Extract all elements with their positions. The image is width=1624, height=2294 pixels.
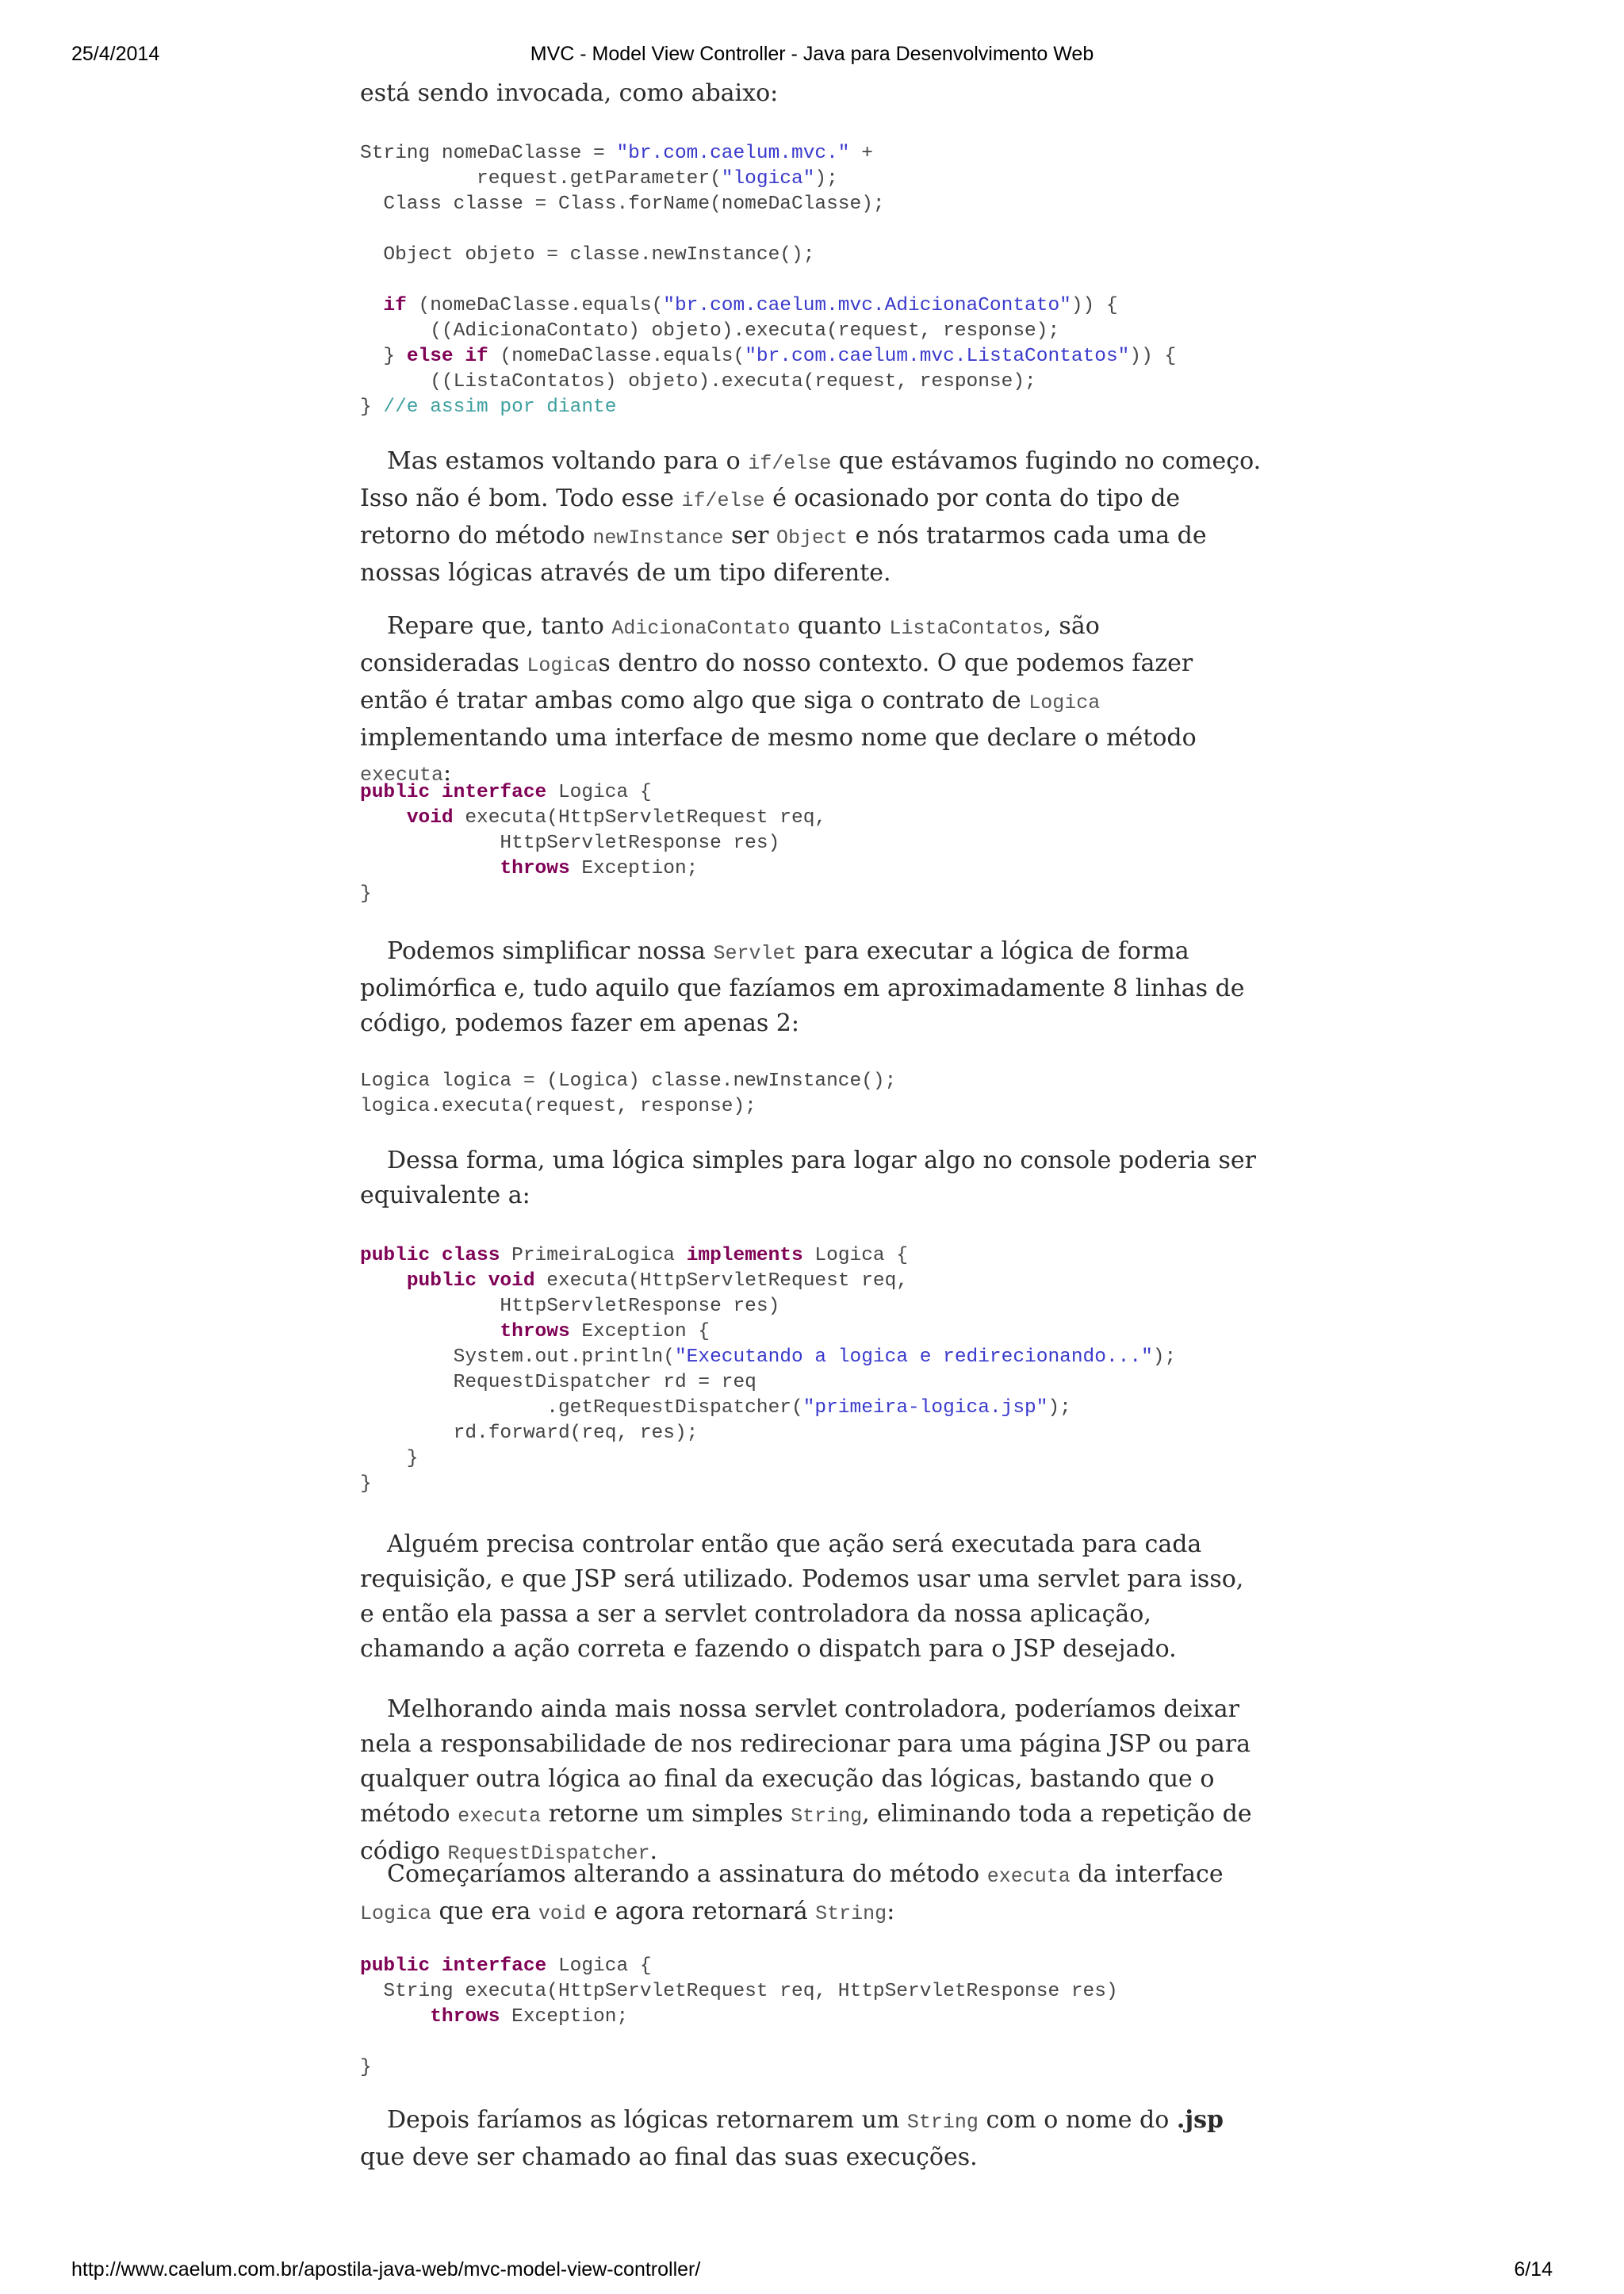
code-keyword: public interface bbox=[360, 1955, 547, 1977]
code-text: )) { bbox=[1071, 295, 1118, 316]
paragraph-controller: Alguém precisa controlar então que ação será executada para cada requisição, e que JSP será utilizado. Podemos usar uma servlet para isso, e então ela passa a ser a servlet controladora da nossa aplicação, chamando a ação correta e fazendo o dispatch para o JSP desejado. bbox=[360, 1530, 1244, 1663]
code-text: System.out.println( bbox=[360, 1346, 675, 1368]
inline-code: Logica bbox=[360, 1902, 432, 1925]
code-text: ((AdicionaContato) objeto).executa(request, response); bbox=[360, 320, 1060, 342]
code-keyword: implements bbox=[686, 1245, 803, 1266]
code-text: Exception; bbox=[569, 858, 699, 879]
code-text bbox=[360, 2006, 430, 2028]
code-keyword: throws bbox=[500, 858, 570, 879]
code-text: String executa(HttpServletRequest req, HttpServletResponse res) bbox=[360, 1981, 1118, 2002]
code-keyword: public void bbox=[406, 1270, 535, 1292]
inline-code: if/else bbox=[681, 489, 765, 512]
intro-line: está sendo invocada, como abaixo: bbox=[360, 79, 779, 107]
code-text: executa(HttpServletRequest req, bbox=[534, 1270, 909, 1292]
code-text: request.getParameter( bbox=[360, 168, 722, 190]
code-block-interface-string bbox=[360, 1954, 1118, 2081]
code-comment: //e assim por diante bbox=[383, 396, 617, 418]
code-text: Logica { bbox=[546, 1955, 652, 1977]
paragraph-redirect: Melhorando ainda mais nossa servlet controladora, poderíamos deixar nela a responsabilidade de nos redirecionar para uma página JSP ou para qualquer outra lógica ao final da execução das lógicas, bastando que o método executa retorne um simples String, eliminando toda a repetição de código RequestDispatcher. bbox=[360, 1695, 1252, 1865]
code-text: ); bbox=[1152, 1346, 1177, 1368]
code-string: "Executando a logica e redirecionando..." bbox=[674, 1346, 1153, 1368]
paragraph-return-jsp: Depois faríamos as lógicas retornarem um String com o nome do .jsp que deve ser chamado ao final das suas execuções. bbox=[360, 2106, 1224, 2171]
inline-code: void bbox=[538, 1902, 586, 1925]
code-keyword: throws bbox=[430, 2006, 500, 2028]
code-text: } bbox=[360, 396, 384, 418]
code-text bbox=[360, 807, 407, 829]
paragraph-polymorphic: Podemos simplificar nossa Servlet para executar a lógica de forma polimórfica e, tudo aquilo que fazíamos em aproximadamente 8 linhas de código, podemos fazer em apenas 2: bbox=[360, 937, 1245, 1037]
code-text: ); bbox=[1048, 1397, 1071, 1419]
code-text: logica.executa(request, response); bbox=[360, 1096, 756, 1117]
paragraph-signature: Começaríamos alterando a assinatura do método executa da interface Logica que era void e agora retornará String: bbox=[360, 1860, 1224, 1925]
code-text: RequestDispatcher rd = req bbox=[360, 1372, 756, 1393]
inline-code: String bbox=[815, 1902, 887, 1925]
code-keyword: public interface bbox=[360, 782, 547, 803]
code-text: (nomeDaClasse.equals( bbox=[488, 346, 745, 367]
code-text: } bbox=[360, 346, 407, 367]
code-text: Class classe = Class.forName(nomeDaClasse); bbox=[360, 193, 885, 215]
code-text: Logica logica = (Logica) classe.newInstance(); bbox=[360, 1070, 897, 1092]
code-text: } bbox=[360, 2057, 372, 2078]
code-block-reflection bbox=[360, 141, 1176, 420]
code-text bbox=[360, 858, 500, 879]
code-string: "br.com.caelum.mvc.ListaContatos" bbox=[745, 346, 1130, 367]
code-text: Object objeto = classe.newInstance(); bbox=[360, 244, 815, 266]
code-text: + bbox=[849, 143, 873, 164]
code-text bbox=[360, 1270, 407, 1292]
code-text: PrimeiraLogica bbox=[500, 1245, 687, 1266]
code-keyword: if bbox=[383, 295, 407, 316]
code-text: } bbox=[360, 883, 372, 905]
inline-code: Logica bbox=[527, 654, 599, 677]
print-date: 25/4/2014 bbox=[71, 43, 160, 65]
jsp-emphasis: .jsp bbox=[1176, 2106, 1224, 2134]
code-text: ); bbox=[814, 168, 838, 190]
code-block-interface bbox=[360, 780, 826, 907]
code-text: Exception; bbox=[500, 2006, 629, 2028]
inline-code: if/else bbox=[748, 452, 832, 475]
inline-code: String bbox=[791, 1805, 863, 1828]
code-keyword: throws bbox=[500, 1321, 570, 1342]
paragraph-logica-interface: Repare que, tanto AdicionaContato quanto ListaContatos, são consideradas Logicas dentro do nosso contexto. O que podemos fazer então é tratar ambas como algo que siga o contrato de Logica implementando uma interface de mesmo nome que declare o método executa: bbox=[360, 612, 1197, 787]
inline-code: newInstance bbox=[592, 527, 724, 550]
paragraph-simple-logic: Dessa forma, uma lógica simples para logar algo no console poderia ser equivalente a: bbox=[360, 1147, 1256, 1209]
code-text: HttpServletResponse res) bbox=[360, 1296, 780, 1317]
code-text: String nomeDaClasse = bbox=[360, 143, 617, 164]
page-number: 6/14 bbox=[1514, 2258, 1553, 2281]
code-string: "br.com.caelum.mvc.AdicionaContato" bbox=[663, 295, 1071, 316]
inline-code: executa bbox=[986, 1865, 1071, 1888]
code-text: HttpServletResponse res) bbox=[360, 833, 780, 854]
inline-code: executa bbox=[458, 1805, 542, 1828]
code-keyword: void bbox=[406, 807, 454, 829]
code-keyword: public class bbox=[360, 1245, 500, 1266]
page-header-title: MVC - Model View Controller - Java para Desenvolvimento Web bbox=[530, 43, 1094, 65]
code-text: } bbox=[360, 1473, 372, 1495]
code-text: Logica { bbox=[802, 1245, 909, 1266]
inline-code: Servlet bbox=[713, 942, 797, 965]
code-text bbox=[360, 295, 383, 316]
inline-code: String bbox=[906, 2111, 979, 2134]
code-text: .getRequestDispatcher( bbox=[360, 1397, 803, 1419]
footer-url[interactable]: http://www.caelum.com.br/apostila-java-web/mvc-model-view-controller/ bbox=[71, 2258, 701, 2281]
code-string: "primeira-logica.jsp" bbox=[802, 1397, 1048, 1419]
code-text: )) { bbox=[1129, 346, 1177, 367]
code-text: Exception { bbox=[569, 1321, 710, 1342]
code-string: "logica" bbox=[721, 168, 815, 190]
code-keyword: else if bbox=[406, 346, 488, 367]
inline-code: AdicionaContato bbox=[611, 617, 791, 640]
paragraph-if-else: Mas estamos voltando para o if/else que estávamos fugindo no começo. Isso não é bom. Todo esse if/else é ocasionado por conta do tipo de retorno do método newInstance ser Object e nós tratarmos cada uma de nossas lógicas através de um tipo diferente. bbox=[360, 447, 1262, 587]
code-text: Logica { bbox=[546, 782, 652, 803]
inline-code: RequestDispatcher bbox=[447, 1842, 650, 1865]
code-text: executa(HttpServletRequest req, bbox=[453, 807, 827, 829]
inline-code: Object bbox=[776, 527, 848, 550]
inline-code: ListaContatos bbox=[889, 617, 1044, 640]
code-text: } bbox=[360, 1448, 419, 1469]
inline-code: executa bbox=[360, 764, 444, 787]
code-block-two-lines bbox=[360, 1069, 896, 1120]
code-text bbox=[360, 1321, 500, 1342]
code-text: (nomeDaClasse.equals( bbox=[406, 295, 664, 316]
code-string: "br.com.caelum.mvc." bbox=[616, 143, 850, 164]
code-text: rd.forward(req, res); bbox=[360, 1423, 699, 1444]
code-block-primeira-logica bbox=[360, 1243, 1176, 1497]
inline-code: Logica bbox=[1028, 691, 1101, 714]
code-text: ((ListaContatos) objeto).executa(request, response); bbox=[360, 371, 1036, 393]
